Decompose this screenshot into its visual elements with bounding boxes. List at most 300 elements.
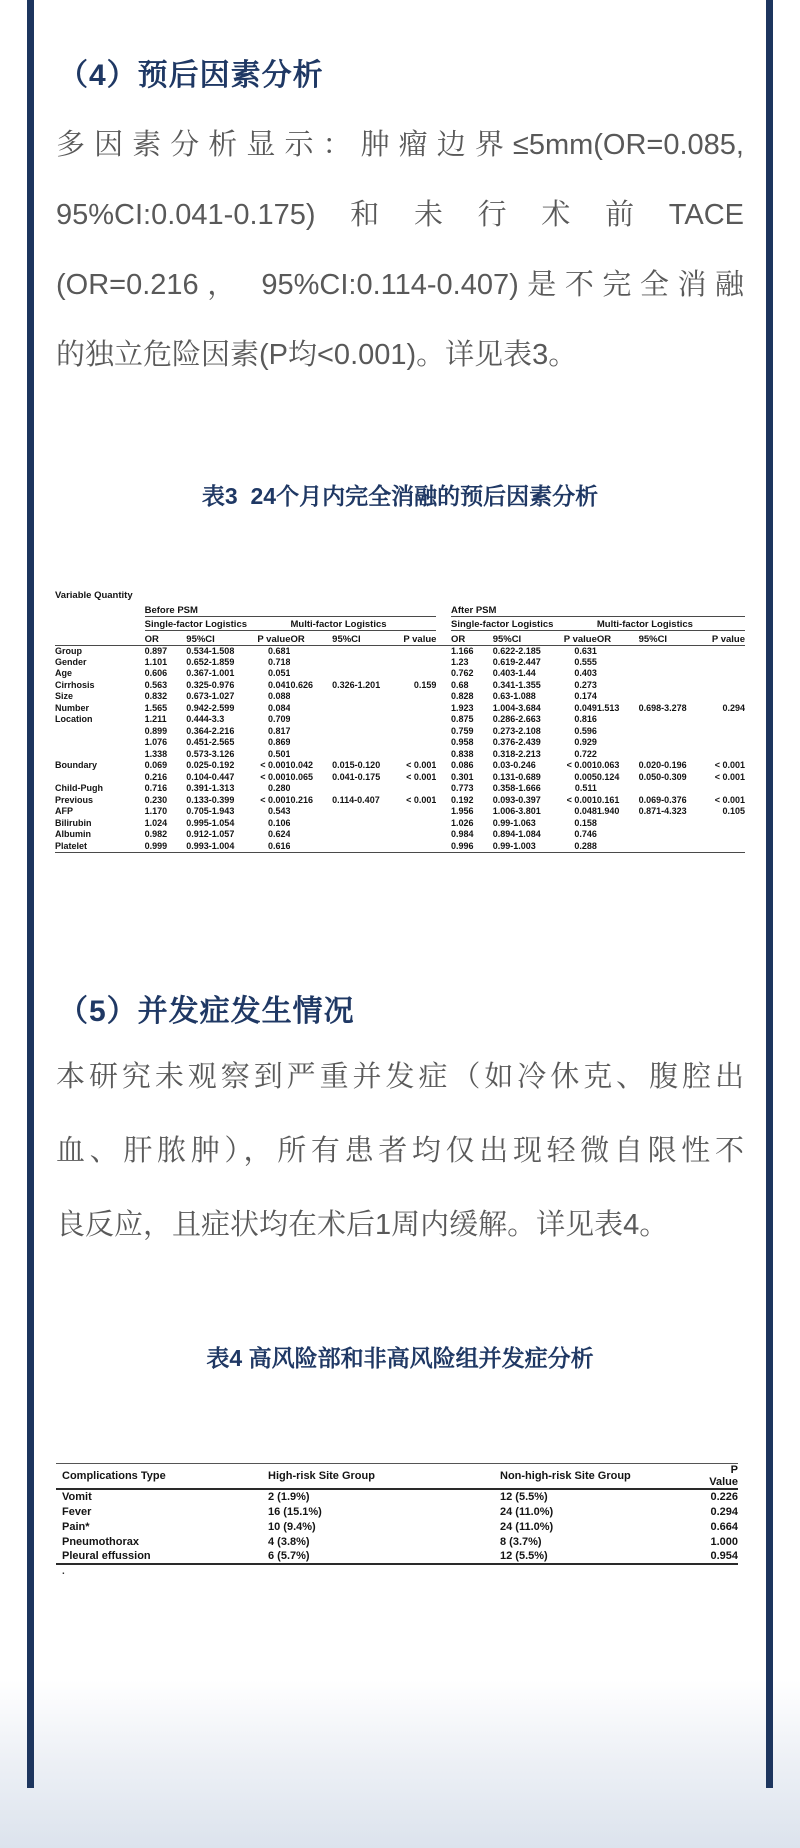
value-cell: 0.817 (267, 725, 291, 736)
column-header: High-risk Site Group (268, 1464, 500, 1490)
value-cell: 0.03-0.246 (492, 760, 536, 771)
value-cell: Pleural effussion (56, 1549, 268, 1564)
value-cell (290, 829, 332, 841)
value-cell (332, 668, 392, 680)
value-cell: 0.376-2.439 (492, 737, 541, 748)
value-cell: 0.326-1.201 (332, 679, 381, 690)
value-cell: 1.004-3.684 (492, 702, 541, 713)
value-cell (290, 749, 332, 761)
value-cell: 0.216 (144, 771, 168, 782)
spacer-cell (436, 726, 451, 738)
value-cell: 0.273-2.108 (492, 725, 541, 736)
spacer-cell (436, 783, 451, 795)
value-cell (393, 657, 437, 669)
spacer-cell (436, 657, 451, 669)
paragraph-line: 的独立危险因素(P均<0.001)。详见表3。 (56, 339, 578, 371)
value-cell: 1.170 (144, 806, 168, 817)
table3-subheader-row (55, 616, 745, 630)
value-cell: 0.709 (267, 714, 291, 725)
value-cell (393, 737, 437, 749)
value-cell: 0.912-1.057 (186, 829, 235, 840)
column-header: P Value (700, 1464, 738, 1490)
value-cell (290, 806, 332, 818)
value-header: 95%CI (639, 630, 699, 645)
value-cell (332, 645, 392, 657)
section-4-heading: （4）预后因素分析 (58, 59, 324, 92)
value-cell: < 0.001 (406, 771, 437, 782)
section-4-paragraph (56, 110, 744, 390)
value-cell: 0.899 (144, 725, 168, 736)
value-cell: 0.391-1.313 (186, 783, 235, 794)
value-cell: Pain* (62, 1520, 90, 1533)
value-cell (699, 841, 745, 853)
value-cell (639, 645, 699, 657)
value-cell (393, 783, 437, 795)
value-cell: 0.025-0.192 (186, 760, 235, 771)
value-cell: 24 (11.0%) (500, 1520, 554, 1533)
variable-cell (55, 737, 145, 749)
prognosis-factors-table (55, 590, 745, 853)
value-cell (290, 783, 332, 795)
multi-factor-header: Multi-factor Logistics (290, 616, 436, 630)
value-cell (332, 841, 392, 853)
value-cell (332, 714, 392, 726)
value-cell: 0.828 (451, 691, 474, 702)
variable-cell: Previous (55, 794, 94, 805)
value-cell (332, 691, 392, 703)
variable-quantity-header: Variable Quantity (55, 590, 145, 645)
value-cell: 0.230 (144, 794, 168, 805)
table-row (56, 1519, 738, 1534)
value-cell: 0.773 (451, 783, 474, 794)
spacer-cell (436, 829, 451, 841)
value-cell: 0.718 (267, 656, 291, 667)
value-cell: 1.101 (144, 656, 168, 667)
value-header: 95%CI (493, 630, 553, 645)
value-cell: 0.294 (710, 1505, 738, 1518)
variable-cell: Child-Pugh (55, 783, 103, 794)
variable-cell: Boundary (55, 760, 98, 771)
value-cell: 0.403-1.44 (492, 668, 536, 679)
value-cell (639, 657, 699, 669)
value-cell: 12 (5.5%) (500, 1549, 700, 1564)
value-cell: 0.325-0.976 (186, 679, 235, 690)
table-row (56, 1534, 738, 1549)
value-cell (290, 703, 332, 715)
value-cell: 1.076 (144, 737, 168, 748)
value-cell: 0.114-0.407 (332, 794, 380, 805)
value-cell (597, 726, 639, 738)
table-row (56, 1504, 738, 1519)
value-cell: 0.106 (267, 817, 291, 828)
column-header: Complications Type (56, 1464, 268, 1490)
value-cell: 0.705-1.943 (186, 806, 235, 817)
paragraph-line: 血、肝脓肿），所有患者均仅出现轻微自限性不 (56, 1135, 744, 1167)
value-cell: 0.511 (574, 783, 597, 794)
value-header: OR (290, 630, 332, 645)
value-cell: < 0.001 (714, 771, 745, 782)
value-cell (699, 657, 745, 669)
value-cell (639, 841, 699, 853)
value-cell: 0.995-1.054 (186, 817, 235, 828)
value-cell (290, 818, 332, 830)
value-cell (332, 818, 392, 830)
value-cell: 0.049 (574, 702, 597, 713)
value-cell: 1.565 (144, 702, 168, 713)
value-cell: 0.875 (451, 714, 474, 725)
table-row (55, 691, 745, 703)
spacer-cell (436, 806, 451, 818)
value-cell: 0.942-2.599 (186, 702, 235, 713)
variable-cell (55, 749, 145, 761)
value-cell: 0.041-0.175 (332, 771, 381, 782)
value-cell (597, 829, 639, 841)
value-cell: 0.159 (413, 679, 437, 690)
multi-factor-header: Multi-factor Logistics (597, 616, 745, 630)
value-cell: 0.716 (144, 783, 168, 794)
value-cell: 0.069-0.376 (638, 794, 687, 805)
table-row (55, 772, 745, 784)
variable-cell: Albumin (55, 829, 91, 840)
table-row (55, 703, 745, 715)
spacer-cell (436, 590, 451, 616)
value-cell (393, 645, 437, 657)
value-cell (639, 783, 699, 795)
value-cell: 4 (3.8%) (268, 1535, 310, 1548)
value-cell (597, 749, 639, 761)
value-cell: 0.048 (574, 806, 597, 817)
value-cell: 1.513 (596, 702, 620, 713)
single-factor-header: Single-factor Logistics (451, 616, 597, 630)
after-psm-header: After PSM (451, 590, 745, 616)
value-cell (290, 645, 332, 657)
value-cell: 0.286-2.663 (492, 714, 541, 725)
value-cell: Pneumothorax (62, 1535, 140, 1548)
value-cell: 0.042 (290, 760, 314, 771)
value-cell: 0.124 (596, 771, 620, 782)
value-cell (699, 680, 745, 692)
value-cell: 1.923 (451, 702, 474, 713)
variable-cell (55, 772, 145, 784)
spacer-cell (436, 749, 451, 761)
table-row (55, 818, 745, 830)
value-cell: 0.63-1.088 (492, 691, 536, 702)
table-row (55, 795, 745, 807)
value-cell: 0.084 (267, 702, 291, 713)
value-cell: 0.104-0.447 (186, 771, 235, 782)
value-cell: 16 (15.1%) (268, 1505, 322, 1518)
value-cell (597, 645, 639, 657)
value-cell (290, 841, 332, 853)
value-cell (393, 714, 437, 726)
value-cell (639, 829, 699, 841)
value-cell: < 0.001 (260, 771, 291, 782)
value-cell: 0.158 (574, 817, 597, 828)
value-cell: 0.832 (144, 691, 168, 702)
value-cell (597, 783, 639, 795)
value-cell (290, 737, 332, 749)
value-cell: 0.759 (451, 725, 474, 736)
value-cell: 2 (1.9%) (268, 1491, 310, 1503)
table-row (55, 645, 745, 657)
complications-table (56, 1463, 738, 1565)
value-cell: 1.024 (144, 817, 168, 828)
value-cell: < 0.001 (260, 760, 291, 771)
value-cell: 0.086 (451, 760, 474, 771)
value-cell: 0.722 (574, 748, 597, 759)
table-row (55, 680, 745, 692)
value-cell: 0.451-2.565 (186, 737, 235, 748)
value-cell: 24 (11.0%) (500, 1505, 554, 1518)
value-cell: 0.954 (700, 1549, 738, 1564)
value-cell: < 0.001 (566, 794, 597, 805)
value-cell: 0.093-0.397 (492, 794, 541, 805)
value-cell (699, 749, 745, 761)
value-cell: 0.624 (267, 829, 291, 840)
value-header: P value (553, 630, 597, 645)
table-row (55, 737, 745, 749)
value-cell: 0.681 (267, 645, 291, 656)
value-cell: 0.050-0.309 (638, 771, 687, 782)
value-cell: 0.68 (451, 679, 469, 690)
table-row (56, 1489, 738, 1504)
value-cell: 0.543 (267, 806, 291, 817)
value-cell: 0.555 (574, 656, 597, 667)
value-cell: 0.444-3.3 (186, 714, 225, 725)
table4-body (56, 1489, 738, 1564)
value-header: OR (597, 630, 639, 645)
value-cell: 0.984 (451, 829, 474, 840)
value-cell (597, 737, 639, 749)
value-cell (290, 726, 332, 738)
value-cell: < 0.001 (260, 794, 291, 805)
variable-cell: Cirrhosis (55, 679, 95, 690)
value-cell: 0.403 (574, 668, 597, 679)
spacer-cell (436, 630, 451, 645)
value-header: 95%CI (186, 630, 246, 645)
value-cell (699, 714, 745, 726)
value-cell: 0.929 (574, 737, 597, 748)
value-cell (393, 818, 437, 830)
spacer-cell (436, 668, 451, 680)
value-cell: 0.652-1.859 (186, 656, 235, 667)
value-cell: 0.020-0.196 (638, 760, 687, 771)
value-cell (597, 691, 639, 703)
value-cell: 0.226 (710, 1491, 738, 1503)
value-cell: 0.294 (722, 702, 745, 713)
value-cell: 0.816 (574, 714, 597, 725)
value-cell: 0.051 (267, 668, 291, 679)
value-cell: 0.088 (267, 691, 291, 702)
value-cell: 0.301 (451, 771, 474, 782)
value-cell: 0.318-2.213 (492, 748, 541, 759)
value-cell: 0.041 (267, 679, 291, 690)
value-cell: 0.619-2.447 (492, 656, 541, 667)
value-cell: 0.99-1.003 (493, 841, 553, 853)
value-cell: 0.897 (144, 645, 168, 656)
value-cell: 0.838 (451, 748, 474, 759)
paragraph-line: (OR=0.216， 95%CI:0.114-0.407)是不完全消融 (56, 269, 744, 301)
value-cell: 0.698-3.278 (638, 702, 687, 713)
right-border-bar (766, 0, 773, 1788)
value-cell (699, 783, 745, 795)
table4-head (56, 1464, 738, 1490)
table-row (55, 829, 745, 841)
value-cell: 0.573-3.126 (186, 748, 235, 759)
variable-cell: Age (55, 668, 73, 679)
value-cell: 0.364-2.216 (186, 725, 235, 736)
value-cell (332, 737, 392, 749)
value-cell: 1.166 (451, 645, 474, 656)
value-cell: 0.063 (596, 760, 620, 771)
spacer-cell (436, 691, 451, 703)
value-cell: 0.133-0.399 (186, 794, 235, 805)
value-cell (699, 829, 745, 841)
value-cell: 0.673-1.027 (186, 691, 235, 702)
variable-cell: Platelet (55, 841, 145, 853)
value-cell (332, 703, 392, 715)
value-cell: 0.358-1.666 (492, 783, 541, 794)
value-cell: 0.288 (553, 841, 597, 853)
value-cell (393, 726, 437, 738)
value-cell: 0.280 (267, 783, 291, 794)
value-cell: 0.192 (451, 794, 474, 805)
value-cell (393, 841, 437, 853)
value-cell: 0.631 (574, 645, 597, 656)
value-header: P value (393, 630, 437, 645)
value-cell: 0.999 (145, 841, 187, 853)
value-cell: 1.211 (144, 714, 167, 725)
table-row (55, 668, 745, 680)
table4-header-row (56, 1464, 738, 1490)
paragraph-line: 多因素分析显示：肿瘤边界≤5mm(OR=0.085, (56, 129, 744, 161)
section-5-heading: （5）并发症发生情况 (58, 995, 355, 1028)
value-cell: 0.563 (144, 679, 168, 690)
value-header: OR (451, 630, 493, 645)
value-cell: 0.664 (710, 1520, 738, 1533)
table-row (55, 714, 745, 726)
column-header: Non-high-risk Site Group (500, 1464, 700, 1490)
value-cell: < 0.001 (406, 760, 437, 771)
value-cell: < 0.001 (714, 794, 745, 805)
value-cell: 8 (3.7%) (500, 1535, 542, 1548)
value-cell: 0.534-1.508 (186, 645, 235, 656)
table3-header-row (55, 590, 745, 616)
value-cell: < 0.001 (406, 794, 437, 805)
bottom-fade-band (0, 1680, 800, 1848)
value-cell (639, 726, 699, 738)
value-header: OR (145, 630, 187, 645)
value-cell: 0.501 (267, 748, 291, 759)
value-cell (597, 714, 639, 726)
value-cell (290, 657, 332, 669)
value-cell: 1.338 (144, 748, 168, 759)
variable-cell: Size (55, 691, 74, 702)
spacer-cell (436, 680, 451, 692)
value-cell: 0.005 (574, 771, 597, 782)
spacer-cell (436, 714, 451, 726)
value-cell (393, 703, 437, 715)
before-psm-header: Before PSM (145, 590, 437, 616)
table-row (55, 657, 745, 669)
value-cell: Fever (62, 1505, 92, 1518)
value-cell: 0.367-1.001 (186, 668, 235, 679)
value-cell: < 0.001 (714, 760, 745, 771)
value-cell: 0.161 (596, 794, 620, 805)
value-cell: 0.894-1.084 (492, 829, 541, 840)
value-cell: 0.616 (247, 841, 291, 853)
value-cell: 0.871-4.323 (638, 806, 687, 817)
value-cell: 0.341-1.355 (492, 679, 541, 690)
table4-title: 表4 高风险部和非高风险组并发症分析 (206, 1345, 594, 1371)
value-cell: Vomit (62, 1491, 92, 1503)
value-cell (332, 749, 392, 761)
table-row (56, 1549, 738, 1564)
value-cell (639, 818, 699, 830)
value-cell: 1.000 (710, 1535, 738, 1548)
value-cell: 10 (9.4%) (268, 1520, 316, 1533)
value-cell: 0.606 (144, 668, 168, 679)
value-cell: 0.982 (144, 829, 168, 840)
value-cell (332, 829, 392, 841)
value-cell (699, 737, 745, 749)
value-cell: 0.996 (451, 841, 493, 853)
value-cell: 0.273 (574, 679, 597, 690)
value-cell: 1.940 (596, 806, 620, 817)
value-cell: 0.596 (574, 725, 597, 736)
paragraph-line: 95%CI:0.041-0.175)和未行术前TACE (56, 199, 744, 231)
value-cell (332, 726, 392, 738)
value-cell: 0.174 (574, 691, 597, 702)
value-cell (699, 668, 745, 680)
single-factor-header: Single-factor Logistics (145, 616, 291, 630)
spacer-cell (436, 818, 451, 830)
value-cell: 0.015-0.120 (332, 760, 381, 771)
value-cell: 0.622-2.185 (492, 645, 541, 656)
value-cell (639, 668, 699, 680)
table3-head (55, 590, 745, 645)
value-cell: 1.23 (451, 656, 469, 667)
table-row (55, 749, 745, 761)
spacer-cell (436, 841, 451, 853)
spacer-cell (436, 616, 451, 630)
value-cell (290, 691, 332, 703)
value-cell: 0.99-1.063 (492, 817, 536, 828)
value-cell: 0.993-1.004 (186, 841, 246, 853)
value-cell: 0.626 (290, 679, 314, 690)
value-cell (699, 726, 745, 738)
value-cell: 0.105 (722, 806, 745, 817)
value-cell (699, 645, 745, 657)
paragraph-line: 良反应，且症状均在术后1周内缓解。详见表4。 (56, 1209, 669, 1241)
value-cell (639, 691, 699, 703)
value-cell: 0.958 (451, 737, 474, 748)
table-row (55, 841, 745, 853)
left-border-bar (27, 0, 34, 1788)
value-cell: 0.065 (290, 771, 314, 782)
value-cell (639, 749, 699, 761)
spacer-cell (436, 645, 451, 657)
value-cell (699, 818, 745, 830)
value-cell (290, 714, 332, 726)
table3-value-header-row (55, 630, 745, 645)
value-cell: 0.131-0.689 (492, 771, 541, 782)
value-cell (393, 806, 437, 818)
value-cell (639, 737, 699, 749)
value-cell: 1.026 (451, 817, 474, 828)
table-row (55, 806, 745, 818)
value-cell (393, 749, 437, 761)
